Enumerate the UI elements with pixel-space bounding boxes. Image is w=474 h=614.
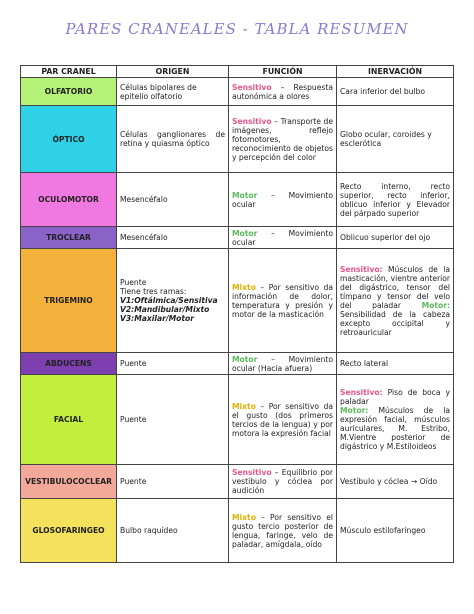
origin-line: Puente xyxy=(120,278,147,287)
table-row xyxy=(21,375,454,465)
innervation-cell: Recto interno, recto superior, recto inferior, oblicuo inferior y Elevador del párpado superior xyxy=(337,173,454,227)
origin-cell: Células bipolares de epitelio olfatorio xyxy=(117,78,229,106)
table-row xyxy=(21,353,454,375)
function-cell xyxy=(229,249,337,353)
innervation-keyword: Motor: xyxy=(421,300,450,310)
nerve-name: OCULOMOTOR xyxy=(21,173,117,227)
innervation-cell: Globo ocular, coroides y esclerótica xyxy=(337,106,454,173)
function-keyword: Mixto xyxy=(232,512,256,522)
origin-cell: Mesencéfalo xyxy=(117,227,229,249)
function-cell xyxy=(229,375,337,465)
function-cell xyxy=(229,78,337,106)
function-keyword: Motor xyxy=(232,354,258,364)
table-row xyxy=(21,106,454,173)
table-row xyxy=(21,465,454,499)
innervation-cell: Cara inferior del bulbo xyxy=(337,78,454,106)
function-text: – Por sensitivo da el gusto (dos primeros tercios de la lengua) y por motora la expresión facial xyxy=(232,401,333,438)
origin-cell: Puente xyxy=(117,375,229,465)
function-cell xyxy=(229,106,337,173)
origin-line: Tiene tres ramas: xyxy=(120,287,187,296)
nerve-name: FACIAL xyxy=(21,375,117,465)
nerve-name: TRIGEMINO xyxy=(21,249,117,353)
function-cell xyxy=(229,227,337,249)
innervation-cell: Oblicuo superior del ojo xyxy=(337,227,454,249)
innervation-cell: Vestíbulo y cóclea → Oído xyxy=(337,465,454,499)
function-cell xyxy=(229,499,337,563)
function-keyword: Sensitivo xyxy=(232,82,272,92)
function-text: – Movimiento ocular xyxy=(232,228,333,247)
origin-cell: Mesencéfalo xyxy=(117,173,229,227)
function-text: – Por sensitivo da información de dolor, temperatura y presión y motor de la masticación xyxy=(232,282,333,319)
table-row xyxy=(21,499,454,563)
header-funcion: FUNCIÓN xyxy=(229,66,337,78)
table-row xyxy=(21,78,454,106)
innervation-cell: Recto lateral xyxy=(337,353,454,375)
function-text: – Equilibrio por vestíbulo y cóclea por audición xyxy=(232,468,333,495)
table-row xyxy=(21,173,454,227)
nerve-name: GLOSOFARINGEO xyxy=(21,499,117,563)
origin-cell: Células ganglionares de retina y quiasma óptico xyxy=(117,106,229,173)
header-par-cranel: PAR CRANEL xyxy=(21,66,117,78)
function-text: – Transporte de imágenes, reflejo fotomotores, reconocimiento de objetos y percepción del color xyxy=(232,116,333,162)
header-inervacion: INERVACIÓN xyxy=(337,66,454,78)
origin-branch: V1:Oftálmica/Sensitiva xyxy=(120,296,218,305)
nerve-name: VESTIBULOCOCLEAR xyxy=(21,465,117,499)
origin-cell: Puente xyxy=(117,353,229,375)
origin-branch: V3:Maxilar/Motor xyxy=(120,314,194,323)
innervation-text: Piso de boca y paladar xyxy=(340,388,450,406)
page-title: PARES CRANEALES - TABLA RESUMEN xyxy=(65,20,409,38)
table-row xyxy=(21,227,454,249)
function-keyword: Sensitivo xyxy=(232,468,272,477)
innervation-keyword: Sensitivo: xyxy=(340,388,383,397)
innervation-keyword: Sensitivo: xyxy=(340,264,383,274)
function-text: – Por sensitivo el gusto tercio posterior de lengua, faringe, velo de paladar, amígdala, oído xyxy=(232,512,333,549)
function-keyword: Motor xyxy=(232,190,258,200)
origin-cell: Bulbo raquídeo xyxy=(117,499,229,563)
innervation-cell: Músculo estilofaringeo xyxy=(337,499,454,563)
origin-cell xyxy=(117,249,229,353)
function-keyword: Mixto xyxy=(232,401,256,411)
function-text: – Movimiento ocular (Hacia afuera) xyxy=(232,354,333,373)
innervation-text: Músculos de la expresión facial, músculos auriculares, M. Estribo, M.Vientre posterior de digástrico y M.Estiloideos xyxy=(340,406,450,451)
table-header-row xyxy=(21,66,454,78)
cranial-nerves-table xyxy=(20,65,454,563)
header-origen: ORIGEN xyxy=(117,66,229,78)
nerve-name: ABDUCENS xyxy=(21,353,117,375)
function-text: – Respuesta autonómica a olores xyxy=(232,82,333,101)
innervation-text: Músculos de la masticación, vientre anterior del digástrico, tensor del tímpano y tensor del velo del paladar xyxy=(340,264,450,310)
nerve-name: TROCLEAR xyxy=(21,227,117,249)
nerve-name: ÓPTICO xyxy=(21,106,117,173)
function-keyword: Mixto xyxy=(232,282,256,292)
function-cell xyxy=(229,353,337,375)
table-row xyxy=(21,249,454,353)
function-keyword: Motor xyxy=(232,228,258,238)
innervation-text: Sensibilidad de la cabeza excepto occipital y retroauricular xyxy=(340,309,450,337)
innervation-keyword: Motor: xyxy=(340,406,369,415)
nerve-name: OLFATORIO xyxy=(21,78,117,106)
origin-cell: Puente xyxy=(117,465,229,499)
function-keyword: Sensitivo xyxy=(232,116,272,126)
innervation-cell xyxy=(337,249,454,353)
innervation-cell xyxy=(337,375,454,465)
function-text: – Movimiento ocular xyxy=(232,190,333,209)
function-cell xyxy=(229,173,337,227)
function-cell xyxy=(229,465,337,499)
origin-branch: V2:Mandibular/Mixto xyxy=(120,305,210,314)
